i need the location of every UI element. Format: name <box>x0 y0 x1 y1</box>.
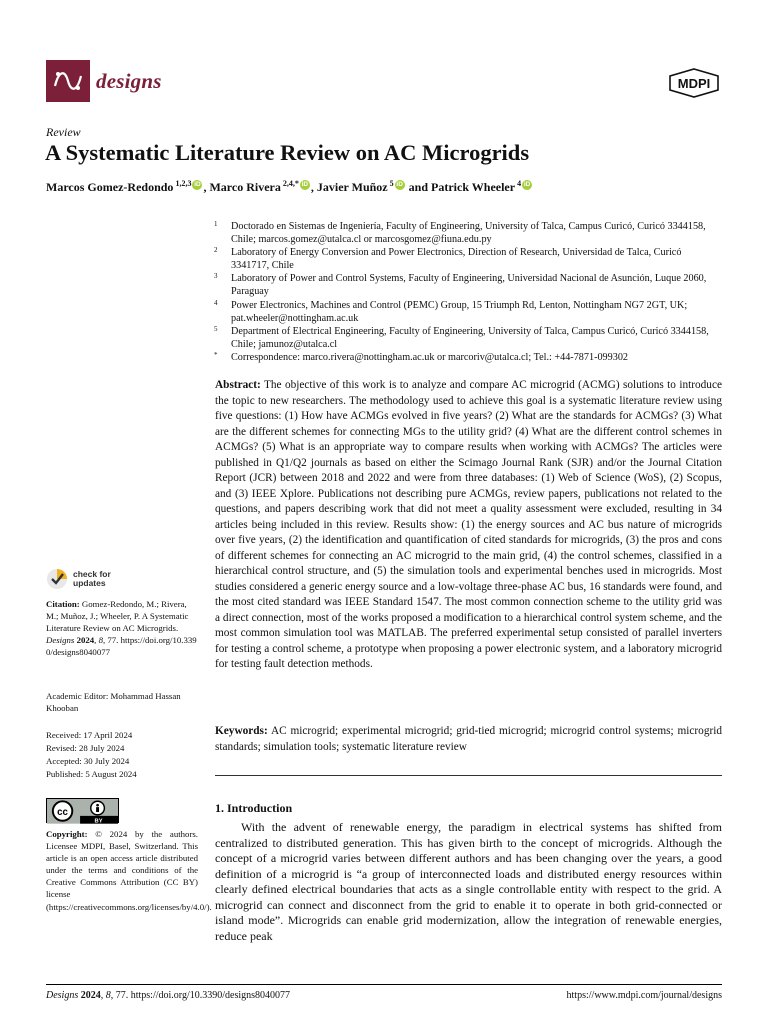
citation-article-number: 77. <box>107 635 119 646</box>
citation-year: 2024 <box>76 635 95 646</box>
affiliation-item <box>214 272 720 298</box>
orcid-icon[interactable]: iD <box>523 180 531 188</box>
footer-journal: Designs <box>46 990 79 1001</box>
footer-article-number: 77. <box>115 990 129 1001</box>
author-separator: , <box>310 180 314 194</box>
author-separator: and <box>408 180 428 194</box>
author-affil-sup: 1,2,3 <box>175 179 192 188</box>
academic-editor <box>46 690 198 714</box>
footer-citation: Designs 2024, 8, 77. https://doi.org/10.3390/designs8040077 <box>46 990 291 1001</box>
affiliation-number: * <box>214 350 218 359</box>
citation-text: Gomez-Redondo, M.; Rivera, M.; Muñoz, J.; Wheeler, P. A Systematic Literature Review on AC Microgrids. <box>46 599 189 634</box>
cc-by-license-badge[interactable] <box>46 798 119 823</box>
affiliation-number: 3 <box>214 272 218 281</box>
check-updates-icon <box>46 568 68 590</box>
keywords-label: Keywords: <box>215 725 268 737</box>
correspondence-text: Correspondence: marco.rivera@nottingham.ac.uk or marcoriv@utalca.cl; Tel.: +44-7871-099302 <box>231 351 629 363</box>
revised-date: Revised: 28 July 2024 <box>46 743 125 754</box>
introduction-text: With the advent of renewable energy, the paradigm in electrical systems has shifted from centralized to distributed generation. This has given birth to the concept of microgrids. Although the concept of a microgrid varies between different authors and has been changing over the years, a good definition of a microgrid is “a group of interconnected loads and distributed energy resources within clearly defined electrical boundaries that acts as a single controllable entity with respect to the grid. A microgrid can connect and disconnect from the grid to enable it to operate in both grid-connected or island mode”. Microgrids can enable grid modernization, allow the integration of renewable energies, reduce peak <box>215 820 722 943</box>
author-affil-sup: 4 <box>517 179 522 188</box>
editor-name: Mohammad Hassan Khooban <box>46 691 181 714</box>
footer-volume: 8 <box>105 990 111 1001</box>
citation-label: Citation: <box>46 599 80 609</box>
copyright-text: © 2024 by the authors. Licensee MDPI, Basel, Switzerland. This article is an open access article distributed under the terms and conditions of the Creative Commons Attribution (CC BY) license (https://creativecommons.org/licenses/by/4.0/). <box>46 829 212 912</box>
publisher-logo[interactable] <box>668 68 720 103</box>
footer-divider <box>46 984 722 985</box>
svg-text:cc: cc <box>57 806 68 818</box>
published-date: Published: 5 August 2024 <box>46 769 137 780</box>
affiliation-text: Doctorado en Sistemas de Ingeniería, Faculty of Engineering, University of Talca, Campus Curicó, Curicó 3344158, Chile; marcos.gomez@utalca.cl or marcosgomez@fiuna.edu.py <box>231 221 706 246</box>
orcid-icon[interactable]: iD <box>194 180 201 188</box>
affiliation-item <box>214 299 720 325</box>
affiliation-text: Power Electronics, Machines and Control (PEMC) Group, 15 Triumph Rd, Lenton, Nottingham NG7 2GT, UK; pat.wheeler@nottingham.ac.uk <box>231 299 688 324</box>
copyright-label: Copyright: <box>46 829 88 839</box>
footer-journal-url[interactable]: https://www.mdpi.com/journal/designs <box>566 990 722 1001</box>
citation-volume: 8 <box>98 635 103 646</box>
citation-journal: Designs <box>46 635 75 646</box>
affiliation-item <box>214 246 720 272</box>
affiliation-text: Laboratory of Power and Control Systems, Faculty of Engineering, Universidad Nacional de Asunción, Luque 2060, Paraguay <box>231 273 707 298</box>
orcid-icon[interactable]: iD <box>396 180 403 188</box>
check-updates-line: updates <box>73 578 106 588</box>
journal-logo[interactable] <box>46 60 162 102</box>
affiliation-text: Department of Electrical Engineering, Faculty of Engineering, University of Talca, Campus Curicó, Curicó 3344158, Chile; jamunoz@utalca.cl <box>231 325 709 350</box>
orcid-icon[interactable]: iD <box>301 180 309 188</box>
article-title: A Systematic Literature Review on AC Microgrids <box>45 140 530 165</box>
abstract-label: Abstract: <box>215 379 261 391</box>
accepted-date: Accepted: 30 July 2024 <box>46 756 130 767</box>
license-badge-text: BY <box>94 818 103 824</box>
author-name[interactable]: Patrick Wheeler <box>431 180 516 194</box>
affiliation-item <box>214 325 720 351</box>
section-divider <box>215 775 722 776</box>
citation-doi-link[interactable]: https://doi.org/10.3390/designs8040077 <box>46 635 197 658</box>
journal-logo-icon <box>46 60 90 102</box>
author-name[interactable]: Marco Rivera <box>209 180 281 194</box>
affiliation-number: 5 <box>214 324 218 333</box>
author-name[interactable]: Javier Muñoz <box>316 180 388 194</box>
footer-doi-link[interactable]: https://doi.org/10.3390/designs8040077 <box>130 990 291 1001</box>
author-separator: , <box>203 180 207 194</box>
cc-by-icon <box>47 799 118 824</box>
author-affil-sup: 2,4,* <box>282 179 299 188</box>
abstract <box>215 378 722 673</box>
received-date: Received: 17 April 2024 <box>46 730 133 740</box>
mdpi-logo-icon <box>668 68 720 98</box>
affiliation-item <box>214 220 720 246</box>
citation-block: Citation: Gomez-Redondo, M.; Rivera, M.; Muñoz, J.; Wheeler, P. A Systematic Literature Review on AC Microgrids. Designs 2024, 8, 77. https://doi.org/10.3390/designs8040077 <box>46 599 197 658</box>
section-heading: 1. Introduction <box>215 801 293 815</box>
author-affil-sup: 5 <box>389 179 394 188</box>
author-name[interactable]: Marcos Gomez-Redondo <box>46 180 174 194</box>
keywords <box>215 724 722 755</box>
check-updates-line: check for <box>73 569 111 579</box>
copyright-block <box>46 828 212 913</box>
publisher-name: MDPI <box>677 76 711 91</box>
affiliation-text: Laboratory of Energy Conversion and Power Electronics, Direction of Research, Universidad de Talca, Curicó 3341717, Chile <box>231 247 682 272</box>
correspondence-item <box>214 351 720 364</box>
author-list <box>46 180 533 195</box>
publication-dates <box>46 729 198 781</box>
affiliation-number: 4 <box>214 298 218 307</box>
affiliation-number: 2 <box>214 246 218 255</box>
check-updates-label <box>73 570 111 588</box>
affiliation-list <box>214 220 720 364</box>
affiliation-number: 1 <box>214 220 218 228</box>
editor-label: Academic Editor: <box>46 691 109 701</box>
abstract-text: The objective of this work is to analyze and compare AC microgrid (ACMG) solutions to introduce the topic to new researchers. The methodology used to achieve this goal is a systematic literature review using five questions: (1) How have ACMGs evolved in five years? (2) What are the standards for ACMGs? (3) What are the different schemes for connecting MGs to the utility grid? (4) What are the different control schemes in ACMGs? (5) What is an appropriate way to compare results when working with ACMGs? The articles were published in Q1/Q2 journals as based on either the Scimago Journal Rank (SJR) and/or the Journal Citation Report (JCR) between 2018 and 2022 and were from three databases: (1) Web of Science (WoS), (2) Scopus, and (3) IEEE Xplore. Publications not describing pure ACMGs, review papers, publications not related to the questions, and papers describing work that did not meet a quality assessment were excluded, resulting in 34 articles being included in this review. Results show: (1) the energy sources and AC bus nature of microgrids over five years, (2) the identification and quantification of cited standards for microgrids, (3) the pros and cons of different schemes for connecting an AC microgrid to the main grid, (4) the control schemes, classified in a hierarchical control structure, and (5) the simulation tools and experimental benches used in microgrids. Most studies considered a generic energy source and a low-voltage three-phase AC bus, 16 standards were found, and the most cited standard was IEEE Standard 1547. The most common connection scheme to the utility grid was a direct connection, most of the works proposed a modification to a hierarchical control system scheme, and the most common simulation tool was MATLAB. The preferred experimental setup consisted of parallel inverters for testing a control scheme, a prototype when proposing a power electronic system, and a laboratory microgrid for testing fault detection methods. <box>215 379 722 670</box>
footer-year: 2024 <box>80 990 101 1001</box>
keywords-text: AC microgrid; experimental microgrid; grid-tied microgrid; microgrid control systems; microgrid standards; simulation tools; systematic literature review <box>215 725 723 753</box>
article-type: Review <box>46 125 81 139</box>
journal-name: designs <box>96 68 162 93</box>
check-for-updates-badge[interactable] <box>46 568 111 590</box>
